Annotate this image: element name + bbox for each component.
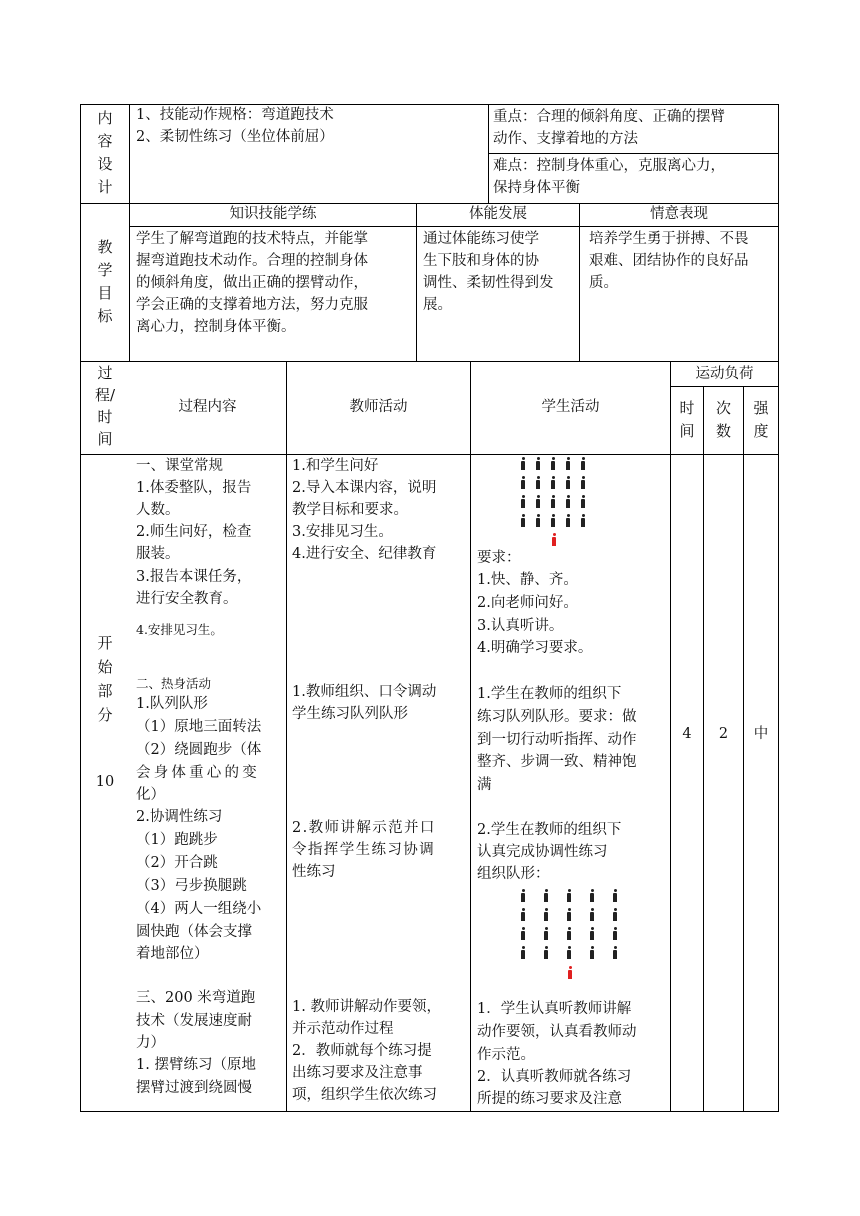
student-figure (580, 514, 586, 527)
process-content-line: 服装。 (136, 546, 180, 562)
load-time-value: 4 (682, 726, 692, 742)
process-content-line: 1. 摆臂练习（原地 (136, 1057, 256, 1073)
formation-diagram-1 (520, 457, 590, 547)
goal-fitness-text: 通过体能练习使学 (423, 231, 539, 247)
student-figure (612, 927, 618, 940)
student-activity-line: 要求： (477, 550, 521, 566)
table-border (778, 104, 779, 1112)
goal-header-affect: 情意表现 (650, 206, 708, 222)
goal-knowledge-text: 的倾斜角度，做出正确的摆臂动作， (136, 275, 368, 291)
process-content-line: 着地部位） (136, 946, 209, 962)
teaching-goals-label: 教 学 目 标 (97, 238, 113, 325)
process-content-line: （1）跑跳步 (136, 832, 218, 848)
student-activity-line: 3.认真听讲。 (477, 618, 564, 634)
process-content-line: 3.报告本课任务， (136, 569, 252, 585)
goal-affect-text: 培养学生勇于拼搏、不畏 (589, 231, 749, 247)
process-content-line: 二、热身活动 (136, 676, 212, 691)
student-figure (520, 514, 526, 527)
stage-header: 过 程/ 时 间 (94, 364, 116, 448)
teacher-activity-line: 学生练习队列队形 (292, 706, 408, 722)
goal-knowledge-text: 离心力，控制身体平衡。 (136, 319, 296, 335)
student-activity-line: 2．认真听教师就各练习 (477, 1069, 632, 1085)
table-border (80, 361, 779, 362)
difficulty: 难点：控制身体重心，克服离心力， (493, 158, 725, 174)
table-border (703, 386, 704, 1112)
process-content-line: 化） (136, 787, 165, 803)
process-content-line: 4.安排见习生。 (136, 622, 223, 637)
student-figure (543, 908, 549, 921)
content-item: 1、技能动作规格：弯道跑技术 (136, 107, 334, 123)
exercise-load-header: 运动负荷 (695, 366, 754, 382)
table-border (80, 1111, 779, 1112)
goal-header-knowledge: 知识技能学练 (229, 206, 317, 222)
process-content-line: 会身体重心的变 (136, 765, 260, 781)
table-border (80, 104, 81, 1112)
student-figure (566, 946, 572, 959)
student-figure (612, 908, 618, 921)
content-item: 2、柔韧性练习（坐位体前屈） (136, 129, 334, 145)
goal-fitness-text: 调性、柔韧性得到发 (423, 275, 554, 291)
student-figure (565, 495, 571, 508)
student-activity-line: 作示范。 (477, 1047, 535, 1063)
student-activity-line: 满 (477, 777, 492, 793)
student-figure (520, 946, 526, 959)
formation-diagram-2 (520, 889, 620, 981)
teacher-activity-line: 并示范动作过程 (292, 1021, 394, 1037)
goal-knowledge-text: 学生了解弯道跑的技术特点，并能掌 (136, 231, 368, 247)
goal-fitness-text: 展。 (423, 297, 452, 313)
teacher-activity-line: 2.教师讲解示范并口 (292, 820, 436, 836)
student-activity-line: 所提的练习要求及注意 (477, 1091, 622, 1107)
process-content-line: 技术（发展速度耐 (136, 1013, 252, 1029)
teacher-activity-line: 1.和学生问好 (292, 458, 379, 474)
student-activity-line: 1.学生在教师的组织下 (477, 686, 622, 702)
student-figure (520, 908, 526, 921)
table-border (488, 104, 489, 203)
student-figure (550, 495, 556, 508)
process-content-line: 1.体委整队，报告 (136, 480, 252, 496)
student-figure (520, 889, 526, 902)
teacher-activity-line: 1.教师组织、口令调动 (292, 684, 437, 700)
student-figure (566, 908, 572, 921)
student-figure (520, 927, 526, 940)
teacher-activity-line: 项，组织学生依次练习 (292, 1087, 437, 1103)
goal-affect-text: 质。 (589, 275, 618, 291)
table-border (579, 203, 580, 361)
student-figure (565, 476, 571, 489)
load-intensity-header: 强 度 (753, 399, 769, 440)
student-activity-line: 1．学生认真听教师讲解 (477, 1001, 632, 1017)
load-count-value: 2 (718, 726, 729, 742)
key-points: 动作、支撑着地的方法 (493, 131, 638, 147)
student-figure (543, 946, 549, 959)
student-activity-line: 动作要领，认真看教师动 (477, 1024, 637, 1040)
process-content-line: （2）开合跳 (136, 855, 218, 871)
process-content-line: 一、课堂常规 (136, 458, 223, 474)
start-part-label: 开 始 部 分 (97, 634, 113, 724)
student-figure (612, 946, 618, 959)
student-figure (535, 514, 541, 527)
table-border (488, 153, 779, 154)
student-activity-line: 到一切行动听指挥、动作 (477, 732, 637, 748)
teacher-figure (551, 533, 557, 546)
process-content-line: 2.协调性练习 (136, 809, 223, 825)
load-count-header: 次 数 (715, 399, 731, 440)
goal-knowledge-text: 握弯道跑技术动作。合理的控制身体 (136, 253, 368, 269)
table-border (129, 226, 779, 227)
key-points: 重点：合理的倾斜角度、正确的摆臂 (493, 109, 725, 125)
student-figure (589, 927, 595, 940)
student-activity-line: 4.明确学习要求。 (477, 640, 593, 656)
goal-affect-text: 艰难、团结协作的良好品 (589, 253, 749, 269)
student-figure (589, 946, 595, 959)
process-content-line: （4）两人一组绕小 (136, 901, 262, 917)
student-activity-line: 2.学生在教师的组织下 (477, 822, 622, 838)
student-activity-line: 1.快、静、齐。 (477, 572, 578, 588)
student-activity-header: 学生活动 (541, 399, 600, 415)
process-content-line: 人数。 (136, 502, 180, 518)
student-figure (535, 495, 541, 508)
student-figure (520, 457, 526, 470)
teacher-activity-line: 1. 教师讲解动作要领， (292, 999, 441, 1015)
student-figure (535, 476, 541, 489)
table-border (129, 104, 130, 361)
table-border (416, 203, 417, 361)
process-content-header: 过程内容 (178, 399, 237, 415)
student-activity-line: 练习队列队形。要求：做 (477, 709, 637, 725)
process-content-line: 摆臂过渡到绕圆慢 (136, 1080, 252, 1096)
process-content-line: （2）绕圆跑步（体 (136, 742, 262, 758)
content-design-label: 内 容 设 计 (97, 109, 113, 196)
student-figure (535, 457, 541, 470)
process-content-line: 力） (136, 1035, 165, 1051)
student-figure (565, 457, 571, 470)
process-content-line: 2.师生问好，检查 (136, 524, 252, 540)
teacher-activity-line: 4.进行安全、纪律教育 (292, 546, 437, 562)
teacher-activity-line: 出练习要求及注意事 (292, 1065, 423, 1081)
student-figure (580, 457, 586, 470)
difficulty: 保持身体平衡 (493, 180, 580, 196)
table-border (670, 386, 779, 387)
student-figure (589, 889, 595, 902)
student-figure (520, 495, 526, 508)
teacher-activity-line: 3.安排见习生。 (292, 524, 393, 540)
process-content-line: （3）弓步换腿跳 (136, 878, 247, 894)
teacher-activity-header: 教师活动 (349, 399, 408, 415)
student-figure (589, 908, 595, 921)
process-content-line: 三、200 米弯道跑 (136, 990, 256, 1006)
teacher-activity-line: 性练习 (292, 864, 336, 880)
student-figure (543, 927, 549, 940)
student-figure (550, 457, 556, 470)
goal-header-fitness: 体能发展 (469, 206, 527, 222)
process-content-line: （1）原地三面转法 (136, 719, 262, 735)
student-figure (550, 514, 556, 527)
student-activity-line: 认真完成协调性练习 (477, 844, 608, 860)
table-border (286, 361, 287, 1112)
load-time-header: 时 间 (679, 399, 695, 440)
student-figure (612, 889, 618, 902)
student-figure (520, 476, 526, 489)
process-content-line: 进行安全教育。 (136, 591, 238, 607)
student-figure (565, 514, 571, 527)
student-activity-line: 组织队形： (477, 866, 550, 882)
student-activity-line: 2.向老师问好。 (477, 595, 578, 611)
teacher-activity-line: 2．教师就每个练习提 (292, 1043, 432, 1059)
teacher-figure (567, 966, 573, 979)
process-content-line: 1.队列队形 (136, 696, 208, 712)
goal-knowledge-text: 学会正确的支撑着地方法，努力克服 (136, 297, 368, 313)
teacher-activity-line: 2.导入本课内容，说明 (292, 480, 437, 496)
goal-fitness-text: 生下肢和身体的协 (423, 253, 539, 269)
student-figure (550, 476, 556, 489)
student-figure (580, 476, 586, 489)
student-figure (566, 927, 572, 940)
student-figure (543, 889, 549, 902)
table-border (470, 361, 471, 1112)
process-content-line: 圆快跑（体会支撑 (136, 924, 252, 940)
student-activity-line: 整齐、步调一致、精神饱 (477, 754, 637, 770)
teacher-activity-line: 令指挥学生练习协调 (292, 842, 436, 858)
student-figure (580, 495, 586, 508)
student-figure (566, 889, 572, 902)
table-border (743, 386, 744, 1112)
start-part-minutes: 10 (95, 774, 115, 790)
load-intensity-value: 中 (753, 726, 769, 742)
teacher-activity-line: 教学目标和要求。 (292, 502, 408, 518)
